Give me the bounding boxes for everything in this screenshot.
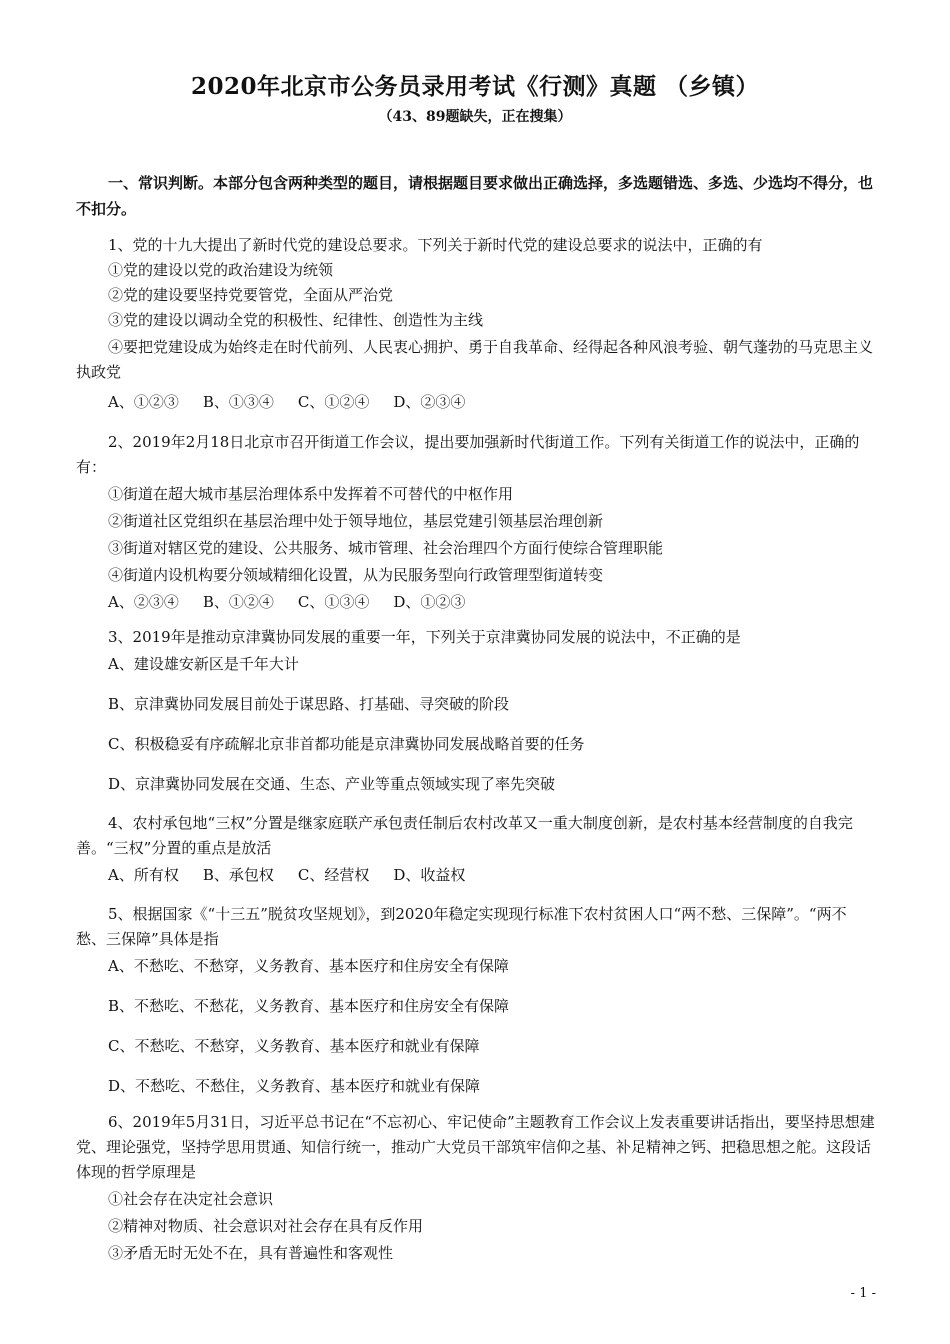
question-stem: 6、2019年5月31日，习近平总书记在“不忘初心、牢记使命”主题教育工作会议上发表重要讲话指出，要坚持思想建党、理论强党，坚持学思用贯通、知信行统一，推动广大党员干部筑牢信仰之基、补足精神之钙、把稳思想之舵。这段话体现的哲学原理是 [76,1113,875,1181]
answer-choices [76,863,876,888]
choice-c: C、经营权 [297,866,370,884]
option-d: D、不愁吃、不愁住，义务教育、基本医疗和就业有保障 [108,1077,481,1095]
statement-item: ①街道在超大城市基层治理体系中发挥着不可替代的中枢作用 [108,485,514,503]
option-c: C、积极稳妥有序疏解北京非首都功能是京津冀协同发展战略首要的任务 [108,735,585,753]
statement-item: ④要把党建设成为始终走在时代前列、人民衷心拥护、勇于自我革命、经得起各种风浪考验、朝气蓬勃的马克思主义执政党 [76,338,874,381]
choice-d: D、①②③ [393,593,466,611]
question-stem: 4、农村承包地“三权”分置是继家庭联产承包责任制后农村改革又一重大制度创新，是农村基本经营制度的自我完善。“三权”分置的重点是放活 [76,814,853,857]
answer-choices [76,390,876,415]
question-3 [76,625,876,797]
choice-a: A、②③④ [108,593,179,611]
choice-a: A、所有权 [108,866,179,884]
statement-item: ②党的建设要坚持党要管党，全面从严治党 [108,286,394,304]
question-2 [76,430,876,615]
question-1 [76,233,876,415]
question-stem: 2、2019年2月18日北京市召开街道工作会议，提出要加强新时代街道工作。下列有关街道工作的说法中，正确的有： [76,433,860,476]
option-a: A、建设雄安新区是千年大计 [108,655,299,673]
option-b: B、不愁吃、不愁花，义务教育、基本医疗和住房安全有保障 [108,997,510,1015]
question-stem: 3、2019年是推动京津冀协同发展的重要一年，下列关于京津冀协同发展的说法中，不正确的是 [108,628,741,646]
answer-choices [76,590,876,615]
choice-b: B、承包权 [202,866,274,884]
option-b: B、京津冀协同发展目前处于谋思路、打基础、寻突破的阶段 [108,695,510,713]
choice-a: A、①②③ [108,393,179,411]
statement-item: ③矛盾无时无处不在，具有普遍性和客观性 [108,1244,394,1262]
question-4 [76,811,876,888]
statement-item: ①党的建设以党的政治建设为统领 [108,261,334,279]
statement-item: ③街道对辖区党的建设、公共服务、城市管理、社会治理四个方面行使综合管理职能 [108,539,664,557]
statement-item: ②街道社区党组织在基层治理中处于领导地位，基层党建引领基层治理创新 [108,512,604,530]
question-6 [76,1110,876,1266]
option-a: A、不愁吃、不愁穿，义务教育、基本医疗和住房安全有保障 [108,957,509,975]
question-stem: 5、根据国家《“十三五”脱贫攻坚规划》，到2020年稳定实现现行标准下农村贫困人口“两不愁、三保障”。“两不愁、三保障”具体是指 [76,905,847,948]
choice-d: D、收益权 [393,866,466,884]
question-stem: 1、党的十九大提出了新时代党的建设总要求。下列关于新时代党的建设总要求的说法中，正确的有 [108,236,763,254]
statement-item: ③党的建设以调动全党的积极性、纪律性、创造性为主线 [108,311,484,329]
option-c: C、不愁吃、不愁穿，义务教育、基本医疗和就业有保障 [108,1037,480,1055]
statement-item: ①社会存在决定社会意识 [108,1190,274,1208]
choice-c: C、①②④ [297,393,370,411]
option-d: D、京津冀协同发展在交通、生态、产业等重点领域实现了率先突破 [108,775,556,793]
page-number: - 1 - [850,1286,876,1301]
choice-c: C、①③④ [297,593,370,611]
choice-b: B、①③④ [202,393,274,411]
page-title: 2020年北京市公务员录用考试《行测》真题 （乡镇） [190,73,760,100]
statement-item: ④街道内设机构要分领域精细化设置，从为民服务型向行政管理型街道转变 [108,566,604,584]
question-5 [76,902,876,1099]
section-heading: 一、常识判断。本部分包含两种类型的题目，请根据题目要求做出正确选择，多选题错选、多选、少选均不得分，也不扣分。 [76,174,874,218]
choice-d: D、②③④ [393,393,466,411]
page-subtitle: （43、89题缺失，正在搜集） [378,109,572,125]
statement-item: ②精神对物质、社会意识对社会存在具有反作用 [108,1217,424,1235]
choice-b: B、①②④ [202,593,274,611]
